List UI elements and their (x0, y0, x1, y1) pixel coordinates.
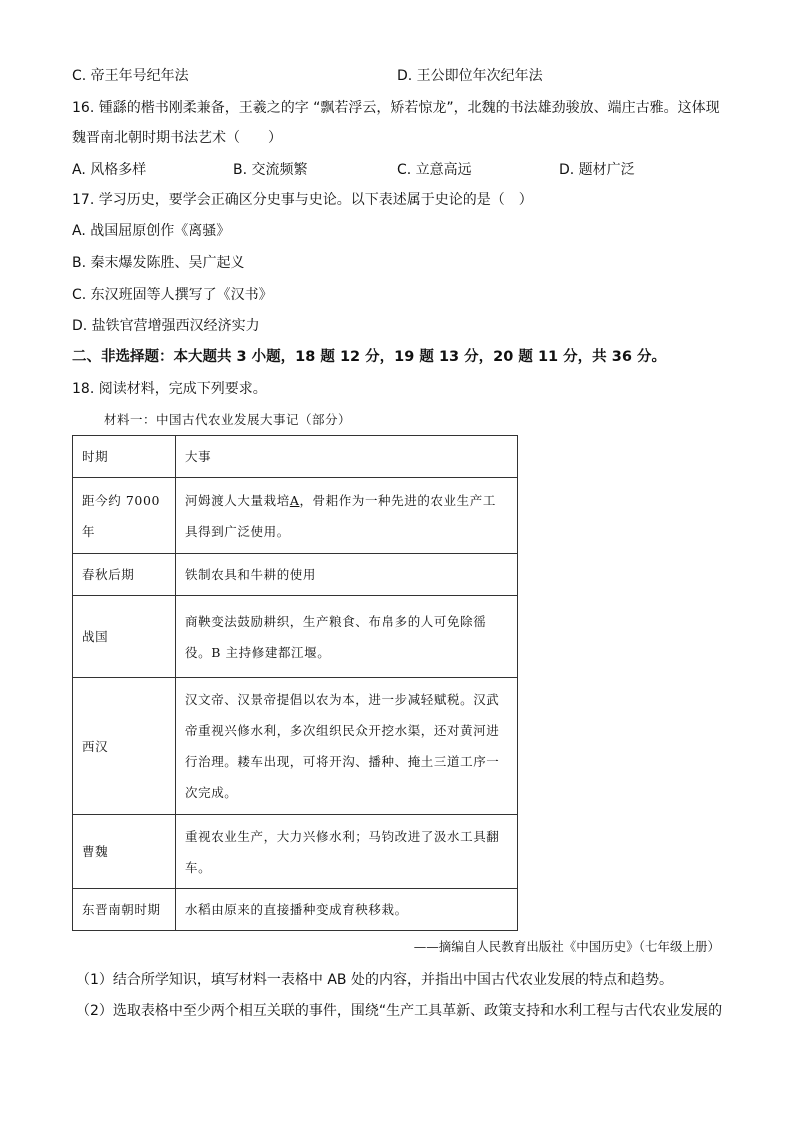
q17-option-d: D. 盐铁官营增强西汉经济实力 (72, 318, 260, 334)
table-row (73, 815, 518, 889)
q16-option-d: D. 题材广泛 (559, 162, 635, 178)
table-row (73, 478, 518, 554)
row-event: 汉文帝、汉景帝提倡以农为本，进一步减轻赋税。汉武帝重视兴修水利，多次组织民众开挖水渠，还对黄河进行治理。耧车出现，可将开沟、播种、掩土三道工序一次完成。 (176, 678, 518, 815)
q16-stem-line2: 魏晋南北朝时期书法艺术（ ） (72, 130, 282, 146)
header-event: 大事 (176, 436, 518, 478)
q16-stem-line1: 16. 锺繇的楷书刚柔兼备，王羲之的字 “飘若浮云，矫若惊龙”，北魏的书法雄劲骏放、端庄古雅。这体现 (72, 100, 720, 116)
q16-option-b: B. 交流频繁 (233, 162, 308, 178)
q18-sub2: （2）选取表格中至少两个相互关联的事件，围绕“生产工具革新、政策支持和水利工程与古代农业发展的 (76, 1003, 723, 1019)
table-row (73, 596, 518, 678)
row-period: 曹魏 (73, 815, 176, 889)
q17-option-c: C. 东汉班固等人撰写了《汉书》 (72, 287, 273, 303)
q16-option-a: A. 风格多样 (72, 162, 147, 178)
row-event: 铁制农具和牛耕的使用 (176, 554, 518, 596)
section2-heading: 二、非选择题：本大题共 3 小题，18 题 12 分，19 题 13 分，20 题 11 分，共 36 分。 (72, 349, 666, 365)
table-row (73, 554, 518, 596)
row-event: 重视农业生产，大力兴修水利；马钧改进了汲水工具翻车。 (176, 815, 518, 889)
q17-option-b: B. 秦末爆发陈胜、吴广起义 (72, 255, 245, 271)
row-period: 春秋后期 (73, 554, 176, 596)
table-row (73, 889, 518, 931)
q17-option-a: A. 战国屈原创作《离骚》 (72, 223, 231, 239)
q17-stem: 17. 学习历史，要学会正确区分史事与史论。以下表述属于史论的是（ ） (72, 192, 533, 208)
row-event: 商鞅变法鼓励耕织，生产粮食、布帛多的人可免除徭役。B 主持修建都江堰。 (176, 596, 518, 678)
q18-sub1: （1）结合所学知识，填写材料一表格中 AB 处的内容，并指出中国古代农业发展的特点和趋势。 (76, 972, 673, 988)
row-event-text: 河姆渡人大量栽培 (185, 492, 290, 508)
row-event (176, 478, 518, 554)
q15-option-d: D. 王公即位年次纪年法 (397, 68, 543, 84)
row-period: 西汉 (73, 678, 176, 815)
agriculture-events-table (72, 435, 518, 931)
blank-a-mark: A (289, 492, 300, 508)
table-header-row (73, 436, 518, 478)
row-period: 距今约 7000 年 (73, 478, 176, 554)
q15-option-c: C. 帝王年号纪年法 (72, 68, 189, 84)
row-event-text: ，骨耜作为一种先进的农业生产工具得到广泛使用。 (185, 492, 496, 539)
material-source: ——摘编自人民教育出版社《中国历史》（七年级上册） (413, 939, 720, 954)
material1-caption: 材料一：中国古代农业发展大事记（部分） (104, 412, 352, 427)
q18-stem: 18. 阅读材料，完成下列要求。 (72, 381, 267, 397)
header-period: 时期 (73, 436, 176, 478)
row-period: 东晋南朝时期 (73, 889, 176, 931)
q16-option-c: C. 立意高远 (397, 162, 472, 178)
row-event: 水稻由原来的直接播种变成育秧移栽。 (176, 889, 518, 931)
row-period: 战国 (73, 596, 176, 678)
table-row (73, 678, 518, 815)
